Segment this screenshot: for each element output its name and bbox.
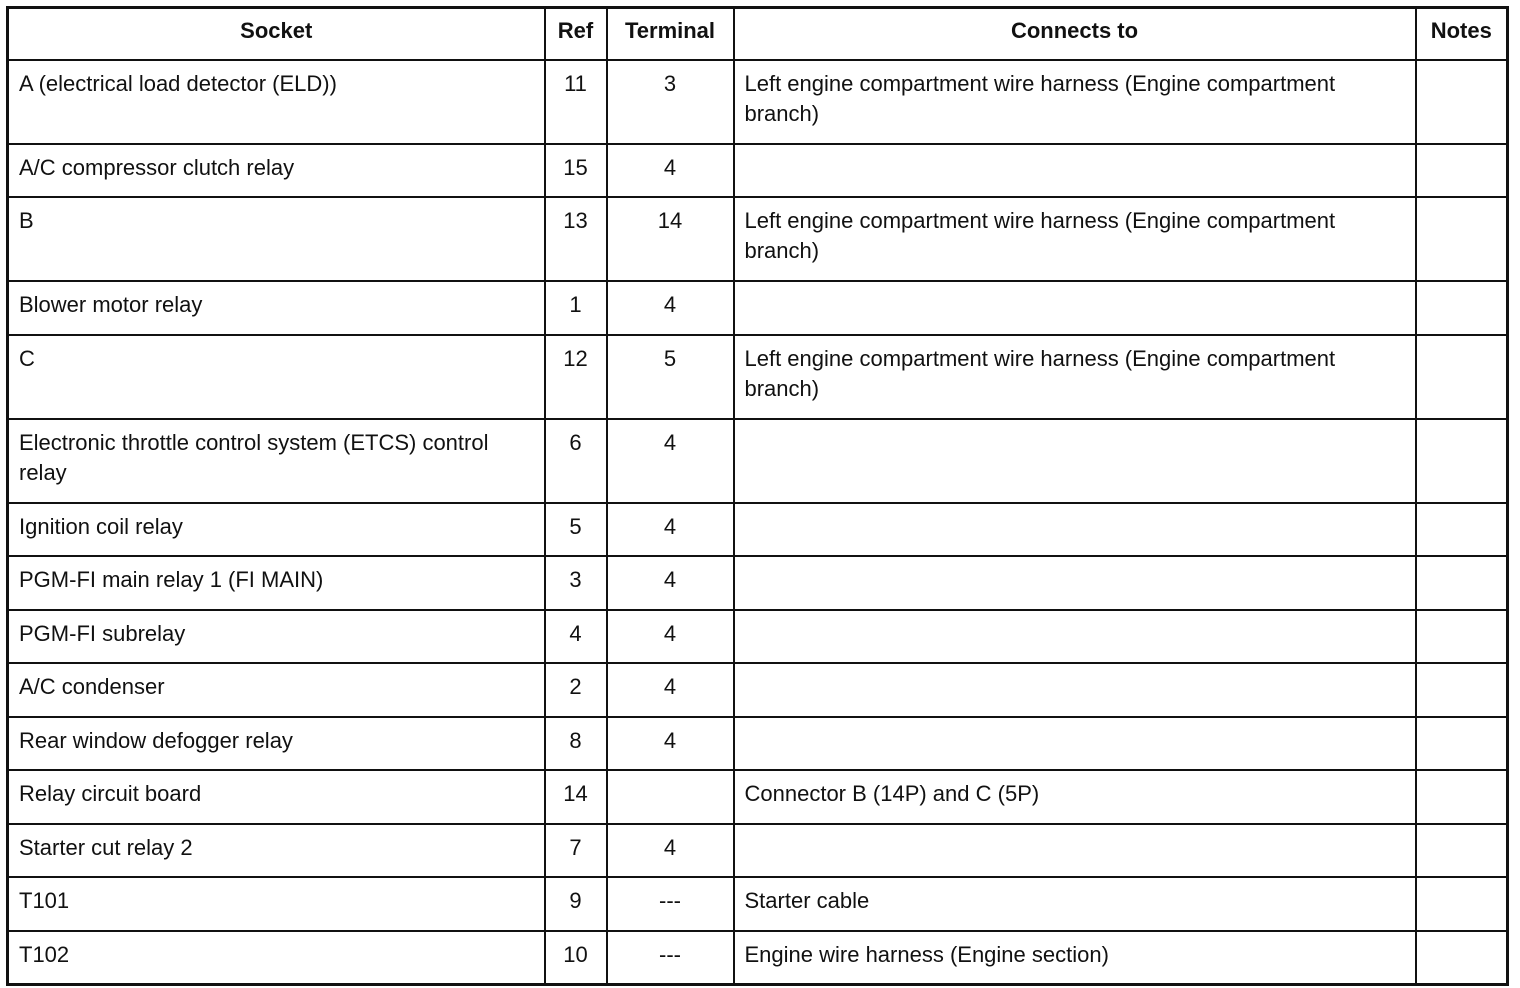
table-row xyxy=(8,770,1508,824)
header-connects-to: Connects to xyxy=(734,8,1416,60)
cell-terminal: 5 xyxy=(607,335,734,419)
cell-notes xyxy=(1416,335,1508,419)
cell-socket: Blower motor relay xyxy=(8,281,545,335)
cell-connects-to: Left engine compartment wire harness (Engine compartment branch) xyxy=(734,335,1416,419)
cell-connects-to xyxy=(734,281,1416,335)
cell-socket: PGM-FI main relay 1 (FI MAIN) xyxy=(8,556,545,610)
cell-terminal: 4 xyxy=(607,144,734,198)
cell-ref: 14 xyxy=(545,770,607,824)
table-row xyxy=(8,197,1508,281)
cell-connects-to: Connector B (14P) and C (5P) xyxy=(734,770,1416,824)
cell-terminal xyxy=(607,770,734,824)
cell-socket: Starter cut relay 2 xyxy=(8,824,545,878)
cell-ref: 12 xyxy=(545,335,607,419)
cell-terminal: 3 xyxy=(607,60,734,144)
cell-ref: 8 xyxy=(545,717,607,771)
cell-notes xyxy=(1416,663,1508,717)
cell-notes xyxy=(1416,824,1508,878)
cell-notes xyxy=(1416,60,1508,144)
table-row xyxy=(8,877,1508,931)
table-row xyxy=(8,610,1508,664)
cell-notes xyxy=(1416,877,1508,931)
cell-terminal: 4 xyxy=(607,419,734,503)
table-row xyxy=(8,281,1508,335)
header-terminal: Terminal xyxy=(607,8,734,60)
cell-terminal: 4 xyxy=(607,824,734,878)
cell-notes xyxy=(1416,610,1508,664)
cell-ref: 9 xyxy=(545,877,607,931)
connector-table xyxy=(6,6,1509,986)
cell-socket: Relay circuit board xyxy=(8,770,545,824)
cell-connects-to xyxy=(734,419,1416,503)
table-row xyxy=(8,503,1508,557)
header-socket: Socket xyxy=(8,8,545,60)
cell-notes xyxy=(1416,197,1508,281)
table-row xyxy=(8,419,1508,503)
cell-notes xyxy=(1416,770,1508,824)
cell-terminal: 4 xyxy=(607,556,734,610)
cell-connects-to xyxy=(734,717,1416,771)
cell-socket: Electronic throttle control system (ETCS) control relay xyxy=(8,419,545,503)
table-row xyxy=(8,824,1508,878)
table-row xyxy=(8,144,1508,198)
cell-connects-to: Starter cable xyxy=(734,877,1416,931)
cell-connects-to xyxy=(734,556,1416,610)
header-ref: Ref xyxy=(545,8,607,60)
cell-notes xyxy=(1416,556,1508,610)
cell-connects-to xyxy=(734,824,1416,878)
cell-socket: A (electrical load detector (ELD)) xyxy=(8,60,545,144)
cell-terminal: 4 xyxy=(607,610,734,664)
cell-terminal: 14 xyxy=(607,197,734,281)
cell-socket: T101 xyxy=(8,877,545,931)
cell-terminal: 4 xyxy=(607,717,734,771)
cell-socket: Rear window defogger relay xyxy=(8,717,545,771)
cell-socket: PGM-FI subrelay xyxy=(8,610,545,664)
cell-ref: 15 xyxy=(545,144,607,198)
cell-ref: 3 xyxy=(545,556,607,610)
cell-socket: A/C compressor clutch relay xyxy=(8,144,545,198)
cell-terminal: --- xyxy=(607,877,734,931)
table-row xyxy=(8,717,1508,771)
table-row xyxy=(8,663,1508,717)
cell-connects-to xyxy=(734,503,1416,557)
table-row xyxy=(8,556,1508,610)
cell-ref: 6 xyxy=(545,419,607,503)
table-row xyxy=(8,60,1508,144)
cell-ref: 1 xyxy=(545,281,607,335)
cell-socket: A/C condenser xyxy=(8,663,545,717)
cell-ref: 7 xyxy=(545,824,607,878)
cell-ref: 5 xyxy=(545,503,607,557)
table-row xyxy=(8,931,1508,985)
cell-connects-to xyxy=(734,663,1416,717)
cell-socket: C xyxy=(8,335,545,419)
cell-terminal: 4 xyxy=(607,281,734,335)
cell-notes xyxy=(1416,931,1508,985)
cell-socket: B xyxy=(8,197,545,281)
table-header-row xyxy=(8,8,1508,60)
table-row xyxy=(8,335,1508,419)
cell-ref: 11 xyxy=(545,60,607,144)
cell-notes xyxy=(1416,281,1508,335)
cell-terminal: --- xyxy=(607,931,734,985)
cell-notes xyxy=(1416,503,1508,557)
cell-connects-to: Left engine compartment wire harness (Engine compartment branch) xyxy=(734,60,1416,144)
cell-ref: 2 xyxy=(545,663,607,717)
cell-terminal: 4 xyxy=(607,663,734,717)
cell-ref: 4 xyxy=(545,610,607,664)
cell-connects-to: Engine wire harness (Engine section) xyxy=(734,931,1416,985)
cell-connects-to: Left engine compartment wire harness (Engine compartment branch) xyxy=(734,197,1416,281)
cell-connects-to xyxy=(734,610,1416,664)
cell-notes xyxy=(1416,717,1508,771)
cell-notes xyxy=(1416,144,1508,198)
cell-notes xyxy=(1416,419,1508,503)
cell-ref: 10 xyxy=(545,931,607,985)
cell-socket: Ignition coil relay xyxy=(8,503,545,557)
header-notes: Notes xyxy=(1416,8,1508,60)
cell-connects-to xyxy=(734,144,1416,198)
cell-socket: T102 xyxy=(8,931,545,985)
cell-ref: 13 xyxy=(545,197,607,281)
cell-terminal: 4 xyxy=(607,503,734,557)
